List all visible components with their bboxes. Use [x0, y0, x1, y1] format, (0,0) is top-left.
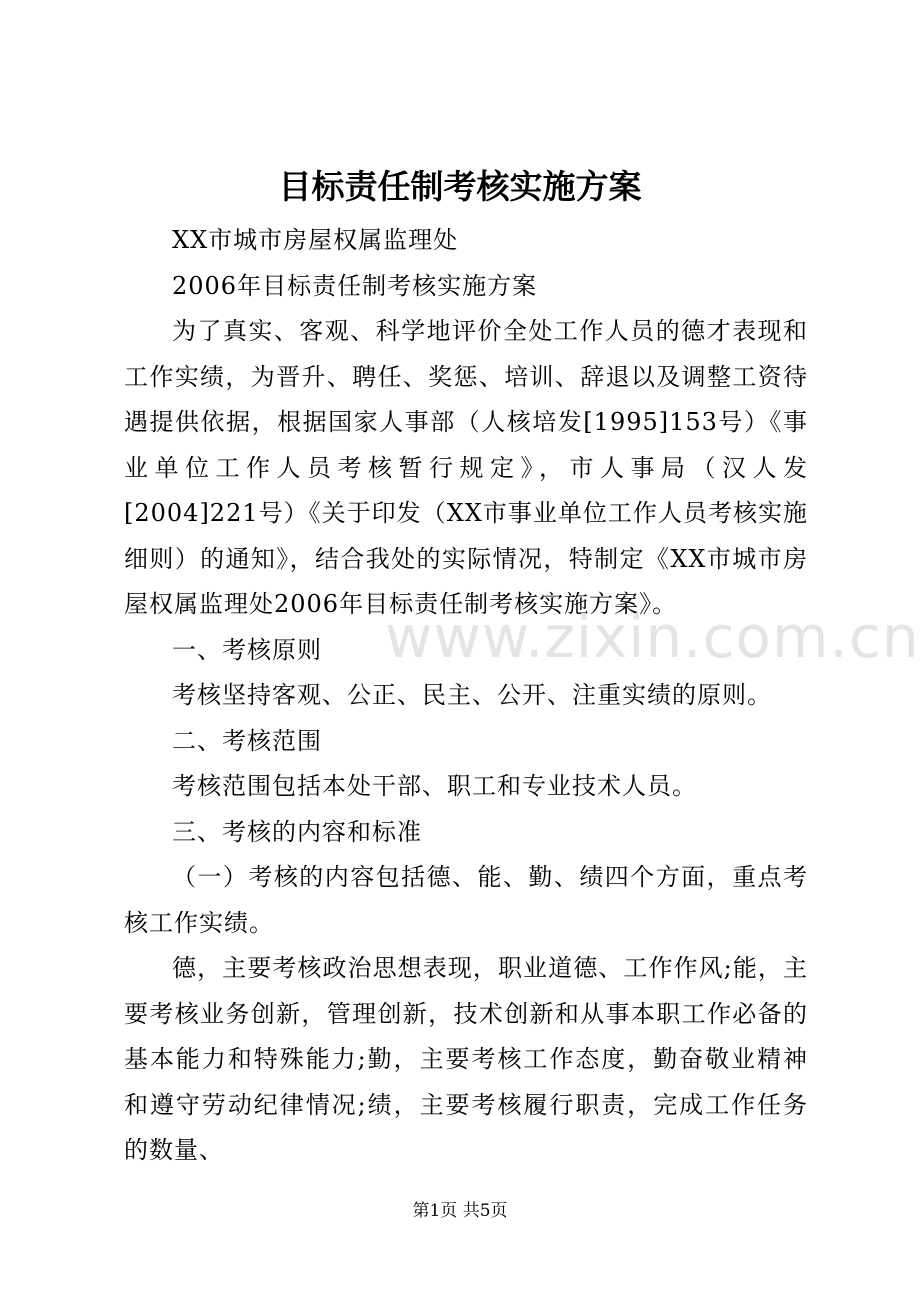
paragraph-issuer: XX市城市房屋权属监理处 — [172, 226, 459, 254]
paragraph-scope: 考核范围包括本处干部、职工和专业技术人员。 — [172, 772, 697, 800]
section-heading-content: 三、考核的内容和标准 — [172, 817, 422, 846]
document-body — [124, 218, 808, 1174]
paragraph-subtitle: 2006年目标责任制考核实施方案 — [172, 271, 538, 300]
document-title: 目标责任制考核实施方案 — [278, 167, 642, 206]
paragraph-principles: 考核坚持客观、公正、民主、公开、注重实绩的原则。 — [172, 681, 772, 709]
paragraph-content-2: 德，主要考核政治思想表现，职业道德、工作作风;能，主要考核业务创新，管理创新，技术创新和从事本职工作必备的基本能力和特殊能力;勤，主要考核工作态度，勤奋敬业精神和遵守劳动纪律情况;绩，主要考核履行职责，完成工作任务的数量、 — [124, 954, 808, 1164]
section-heading-principles: 一、考核原则 — [172, 635, 322, 664]
page-footer: 第1页 共5页 — [412, 1201, 508, 1221]
watermark: www.zixin.com.cn — [385, 603, 920, 671]
paragraph-intro: 为了真实、客观、科学地评价全处工作人员的德才表现和工作实绩，为晋升、聘任、奖惩、培训、辞退以及调整工资待遇提供依据，根据国家人事部（人核培发[1995]153号）《事业单位工作人员考核暂行规定》，市人事局（汉人发[2004]221号）《关于印发（XX市事业单位工作人员考核实施细则）的通知》，结合我处的实际情况，特制定《XX市城市房屋权属监理处2006年目标责任制考核实施方案》。 — [124, 317, 808, 618]
section-heading-scope: 二、考核范围 — [172, 726, 322, 755]
paragraph-content-1: （一）考核的内容包括德、能、勤、绩四个方面，重点考核工作实绩。 — [124, 863, 808, 937]
